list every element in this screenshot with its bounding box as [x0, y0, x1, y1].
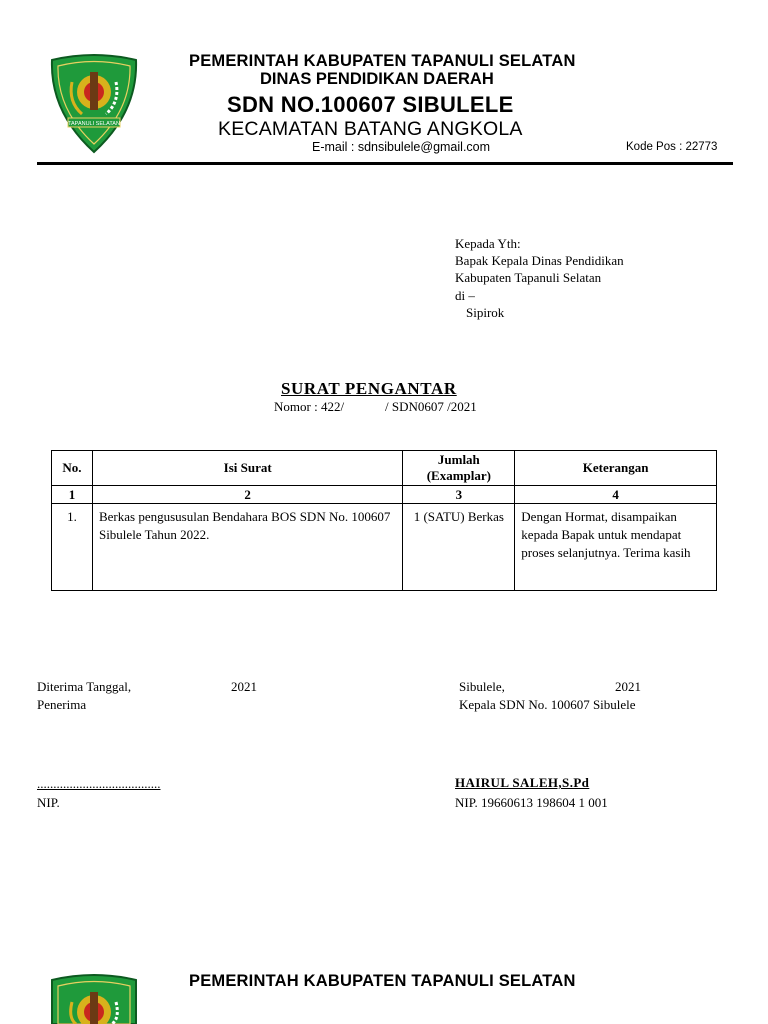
row-no: 1.: [52, 504, 93, 591]
header-department: DINAS PENDIDIKAN DAERAH: [260, 70, 494, 88]
received-date-year: 2021: [231, 679, 257, 694]
table-header-note: Keterangan: [515, 451, 717, 486]
header-divider: [37, 162, 733, 165]
regency-logo: [46, 972, 142, 1024]
signer-name: HAIRUL SALEH,S.Pd: [455, 775, 590, 790]
header-postal-code: Kode Pos : 22773: [626, 141, 718, 153]
column-number: 2: [92, 486, 402, 504]
header-district: KECAMATAN BATANG ANGKOLA: [218, 118, 523, 140]
table-header-row: [52, 451, 717, 486]
received-date-label: Diterima Tanggal,: [37, 679, 132, 694]
receiver-signature-line: ......................................: [37, 776, 161, 791]
row-content: Berkas pengususulan Bendahara BOS SDN No. 100607 Sibulele Tahun 2022.: [92, 504, 402, 591]
table-row: [52, 504, 717, 591]
next-page-header-government: PEMERINTAH KABUPATEN TAPANULI SELATAN: [189, 972, 576, 990]
regency-logo: [46, 52, 142, 156]
header-government: PEMERINTAH KABUPATEN TAPANULI SELATAN: [189, 52, 576, 70]
table-header-no: No.: [52, 451, 93, 486]
receiver-role: Penerima: [37, 697, 87, 712]
signing-year: 2021: [615, 679, 641, 694]
receiver-nip: NIP.: [37, 795, 60, 810]
header-email: E-mail : sdnsibulele@gmail.com: [312, 140, 491, 154]
table-header-content: Isi Surat: [92, 451, 402, 486]
recipient-line-5: Sipirok: [466, 305, 505, 320]
signer-nip: NIP. 19660613 198604 1 001: [455, 795, 608, 810]
logo-text: TAPANULI SELATAN: [68, 121, 120, 127]
recipient-line-3: Kabupaten Tapanuli Selatan: [455, 270, 602, 285]
recipient-line-2: Bapak Kepala Dinas Pendidikan: [455, 253, 624, 268]
letter-number-suffix: / SDN0607 /2021: [385, 399, 477, 414]
letter-title: SURAT PENGANTAR: [281, 379, 457, 398]
column-number: 4: [515, 486, 717, 504]
row-note: Dengan Hormat, disampaikan kepada Bapak untuk mendapat proses selanjutnya. Terima kasih: [515, 504, 717, 591]
signing-place: Sibulele,: [459, 679, 505, 694]
recipient-line-1: Kepada Yth:: [455, 236, 521, 251]
signer-role: Kepala SDN No. 100607 Sibulele: [459, 697, 636, 712]
recipient-line-4: di –: [455, 288, 475, 303]
row-amount: 1 (SATU) Berkas: [403, 504, 515, 591]
table-column-number-row: [52, 486, 717, 504]
letter-table: [51, 450, 717, 591]
column-number: 1: [52, 486, 93, 504]
header-school-name: SDN NO.100607 SIBULELE: [227, 92, 514, 117]
column-number: 3: [403, 486, 515, 504]
letter-number-prefix: Nomor : 422/: [274, 399, 345, 414]
table-header-amount: Jumlah (Examplar): [403, 451, 515, 486]
